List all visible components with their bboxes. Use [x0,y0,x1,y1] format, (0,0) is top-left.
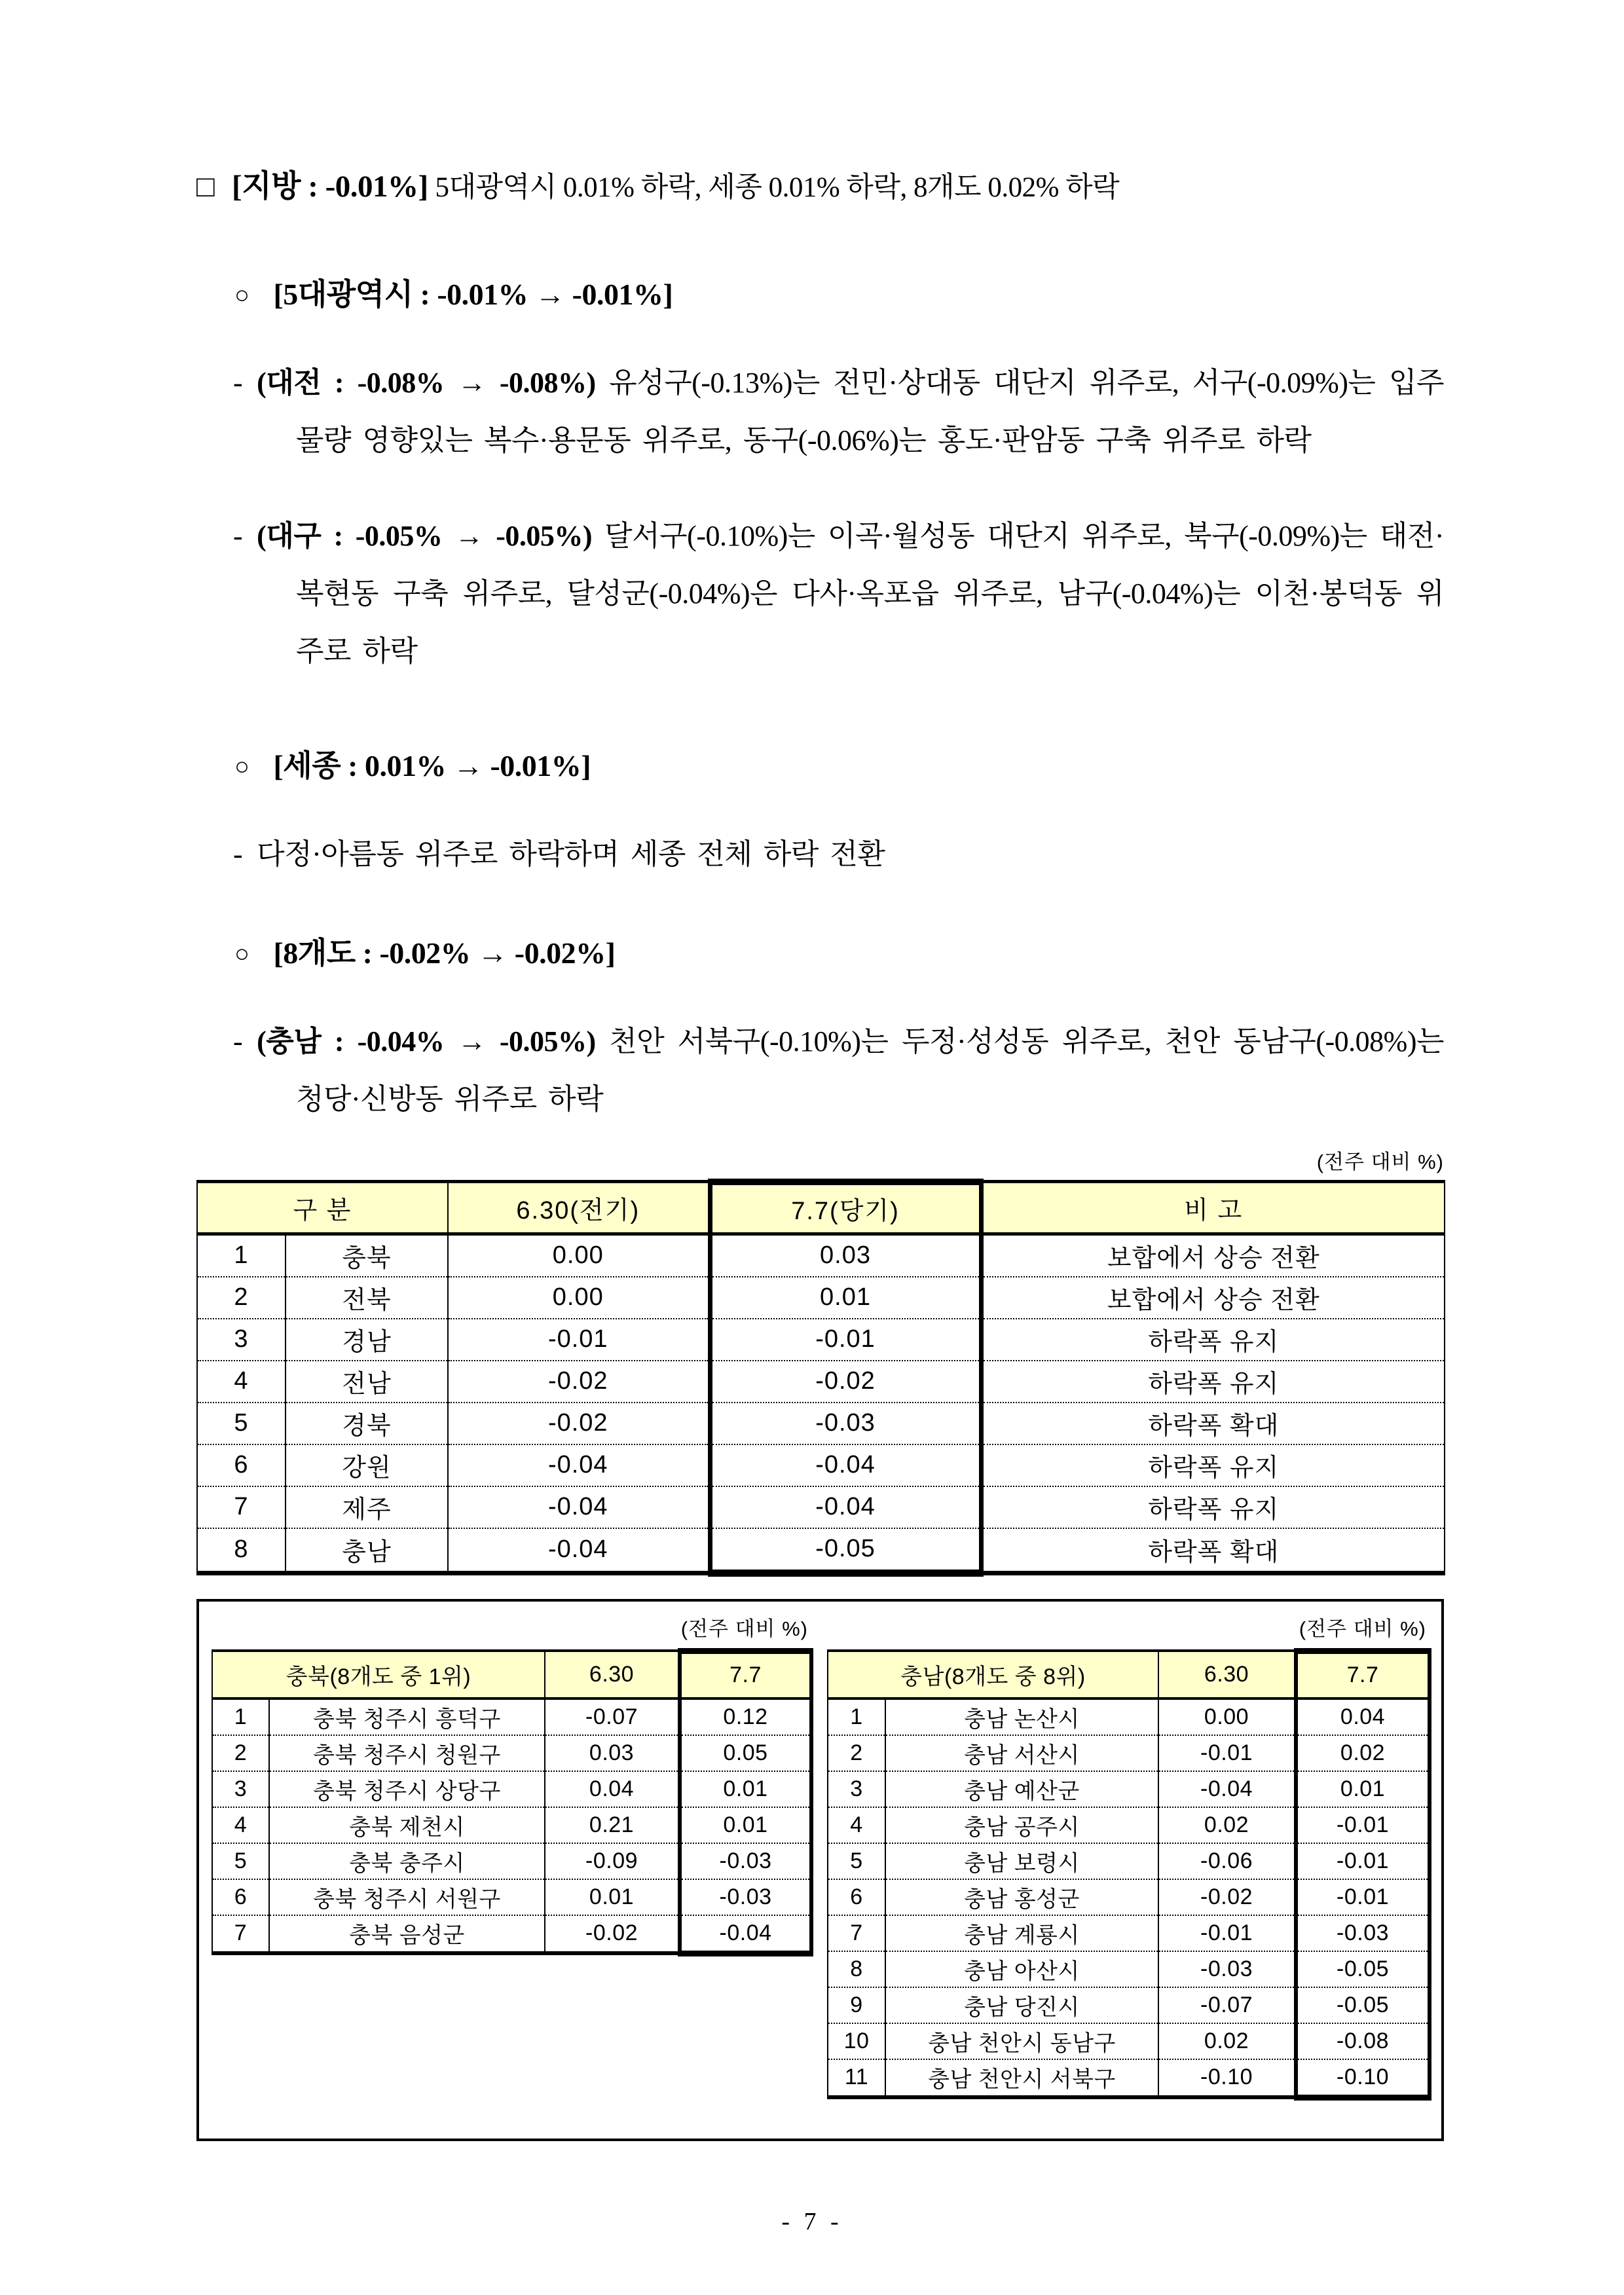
row-name: 충북 청주시 상당구 [269,1771,545,1807]
row-name: 충남 예산군 [885,1771,1158,1807]
row-prev: -0.02 [448,1361,710,1403]
row-prev: -0.04 [448,1444,710,1486]
row-curr: -0.01 [1296,1843,1430,1879]
table-row [828,1879,1430,1915]
row-curr: -0.01 [710,1319,981,1361]
table-row [212,1807,811,1843]
col-header-prev: 6.30 [1158,1651,1296,1698]
row-name: 충북 제천시 [269,1807,545,1843]
table-row [212,1735,811,1771]
row-prev: -0.01 [1158,1915,1296,1951]
row-name: 충남 서산시 [885,1735,1158,1771]
row-prev: -0.07 [1158,1987,1296,2023]
row-prev: -0.04 [448,1486,710,1528]
row-no: 1 [212,1698,269,1735]
row-no: 1 [197,1234,286,1277]
col-header-title: 충북(8개도 중 1위) [212,1651,545,1698]
table-row [197,1319,1445,1361]
row-remark: 하락폭 확대 [981,1403,1445,1444]
row-prev: -0.02 [448,1403,710,1444]
row-curr: -0.04 [710,1486,981,1528]
row-prev: -0.02 [1158,1879,1296,1915]
table-row [212,1915,811,1954]
table-row [828,1698,1430,1735]
row-prev: 0.01 [545,1879,680,1915]
circle-bullet-icon: ○ [234,940,249,968]
row-name: 충남 공주시 [885,1807,1158,1843]
row-curr: -0.01 [1296,1879,1430,1915]
row-prev: 0.00 [1158,1698,1296,1735]
col-header-prev: 6.30(전기) [448,1182,710,1234]
para-sejong-body: 다정·아름동 위주로 하락하며 세종 전체 하락 전환 [257,837,885,870]
row-no: 10 [828,2023,885,2059]
row-prev: -0.01 [448,1319,710,1361]
row-name: 충남 아산시 [885,1951,1158,1987]
table-row [828,1915,1430,1951]
row-no: 7 [197,1486,286,1528]
row-curr: 0.02 [1296,1735,1430,1771]
table-row [828,1771,1430,1807]
table-row [197,1528,1445,1573]
table-row [212,1698,811,1735]
regional-tables-box [196,1599,1444,2141]
col-header-title: 충남(8개도 중 8위) [828,1651,1158,1698]
row-no: 6 [197,1444,286,1486]
para-chungnam [196,1013,1444,1128]
row-curr: -0.04 [680,1915,811,1954]
row-no: 1 [828,1698,885,1735]
row-curr: -0.04 [710,1444,981,1486]
col-header-curr: 7.7 [680,1651,811,1698]
row-name: 충남 천안시 서북구 [885,2059,1158,2098]
row-no: 8 [828,1951,885,1987]
row-prev: 0.04 [545,1771,680,1807]
row-name: 충북 청주시 서원구 [269,1879,545,1915]
heading-jibang [196,164,1444,210]
row-prev: 0.21 [545,1807,680,1843]
circle-bullet-icon: ○ [234,281,249,309]
main-table [196,1179,1445,1577]
heading-label: [지방 : -0.01%] [232,170,428,204]
row-name: 제주 [286,1486,448,1528]
section-head-provinces [196,929,1444,972]
table-row [212,1843,811,1879]
row-no: 6 [828,1879,885,1915]
row-curr: 0.01 [680,1807,811,1843]
row-prev: -0.04 [1158,1771,1296,1807]
chungbuk-column [212,1602,811,1956]
para-daegu-body: 달서구(-0.10%)는 이곡·월성동 대단지 위주로, 북구(-0.09%)는 태전·복현동 구축 위주로, 달성군(-0.04%)은 다사·옥포읍 위주로, 남구(-0.04%)는 이천·봉덕동 위주로 하락 [296,519,1444,667]
table-row [197,1277,1445,1319]
table-row [197,1361,1445,1403]
row-no: 3 [828,1771,885,1807]
row-curr: -0.03 [1296,1915,1430,1951]
col-header-prev: 6.30 [545,1651,680,1698]
row-name: 충남 당진시 [885,1987,1158,2023]
col-header-curr: 7.7(당기) [710,1182,981,1234]
row-name: 충북 청주시 청원구 [269,1735,545,1771]
row-name: 경북 [286,1403,448,1444]
row-no: 2 [212,1735,269,1771]
dash-bullet-icon: - [233,837,243,870]
table-row [828,2023,1430,2059]
row-prev: 0.03 [545,1735,680,1771]
row-name: 강원 [286,1444,448,1486]
para-chungnam-lead: (충남 : -0.04% → -0.05%) [257,1025,596,1057]
chungbuk-table [212,1648,813,1956]
table-row [828,1843,1430,1879]
col-header-category: 구 분 [197,1182,448,1234]
row-name: 충북 음성군 [269,1915,545,1954]
table-row [828,1951,1430,1987]
row-prev: -0.09 [545,1843,680,1879]
row-remark: 하락폭 유지 [981,1444,1445,1486]
row-name: 충남 보령시 [885,1843,1158,1879]
row-curr: 0.01 [1296,1771,1430,1807]
unit-note: (전주 대비 %) [1299,1617,1426,1640]
row-name: 충남 홍성군 [885,1879,1158,1915]
section-head-metro [196,270,1444,314]
row-remark: 하락폭 유지 [981,1486,1445,1528]
row-prev: -0.10 [1158,2059,1296,2098]
row-prev: -0.01 [1158,1735,1296,1771]
row-no: 2 [197,1277,286,1319]
row-no: 4 [197,1361,286,1403]
row-no: 11 [828,2059,885,2098]
row-no: 5 [212,1843,269,1879]
table-row [212,1879,811,1915]
row-prev: -0.03 [1158,1951,1296,1987]
row-curr: 0.01 [710,1277,981,1319]
row-no: 7 [212,1915,269,1954]
row-name: 충북 청주시 흥덕구 [269,1698,545,1735]
row-prev: 0.00 [448,1277,710,1319]
row-remark: 하락폭 유지 [981,1319,1445,1361]
row-curr: 0.04 [1296,1698,1430,1735]
row-no: 6 [212,1879,269,1915]
row-name: 충남 논산시 [885,1698,1158,1735]
row-prev: 0.02 [1158,2023,1296,2059]
para-chungnam-body: 천안 서북구(-0.10%)는 두정·성성동 위주로, 천안 동남구(-0.08%)는 청당·신방동 위주로 하락 [296,1025,1444,1115]
row-no: 2 [828,1735,885,1771]
para-daegu [196,507,1444,680]
main-table-header-row [197,1182,1445,1234]
row-curr: -0.02 [710,1361,981,1403]
row-prev: 0.00 [448,1234,710,1277]
dash-bullet-icon: - [233,1025,243,1057]
chungnam-column [827,1602,1429,2101]
row-no: 4 [212,1807,269,1843]
row-no: 5 [828,1843,885,1879]
row-remark: 하락폭 확대 [981,1528,1445,1573]
col-header-curr: 7.7 [1296,1651,1430,1698]
para-sejong [196,826,1444,883]
table-row [828,1735,1430,1771]
page-number: - 7 - [781,2208,843,2235]
section-head-metro-label: [5대광역시 : -0.01% → -0.01%] [273,277,673,311]
table-row [212,1771,811,1807]
row-no: 4 [828,1807,885,1843]
para-daejeon-lead: (대전 : -0.08% → -0.08%) [257,366,596,399]
row-curr: -0.05 [1296,1987,1430,2023]
chungbuk-header-row [212,1651,811,1698]
row-no: 7 [828,1915,885,1951]
row-curr: -0.10 [1296,2059,1430,2098]
table-row [197,1403,1445,1444]
row-curr: 0.03 [710,1234,981,1277]
row-curr: 0.01 [680,1771,811,1807]
table-row [197,1486,1445,1528]
row-name: 전남 [286,1361,448,1403]
row-prev: -0.02 [545,1915,680,1954]
table-row [828,1987,1430,2023]
row-name: 충북 [286,1234,448,1277]
row-curr: -0.03 [680,1843,811,1879]
row-curr: -0.03 [710,1403,981,1444]
row-curr: -0.01 [1296,1807,1430,1843]
row-name: 충북 충주시 [269,1843,545,1879]
row-curr: -0.05 [710,1528,981,1573]
table-row [197,1234,1445,1277]
row-name: 충남 천안시 동남구 [885,2023,1158,2059]
section-head-sejong [196,742,1444,785]
col-header-remark: 비 고 [981,1182,1445,1234]
row-prev: -0.07 [545,1698,680,1735]
row-prev: 0.02 [1158,1807,1296,1843]
row-name: 충남 [286,1528,448,1573]
square-bullet-icon: □ [196,170,215,203]
dash-bullet-icon: - [233,519,243,552]
chungnam-table [827,1648,1431,2101]
row-remark: 보합에서 상승 전환 [981,1234,1445,1277]
table-row [828,1807,1430,1843]
row-prev: -0.04 [448,1528,710,1573]
row-prev: -0.06 [1158,1843,1296,1879]
chungnam-header-row [828,1651,1430,1698]
circle-bullet-icon: ○ [234,752,249,780]
row-name: 전북 [286,1277,448,1319]
row-curr: -0.08 [1296,2023,1430,2059]
row-remark: 보합에서 상승 전환 [981,1277,1445,1319]
dash-bullet-icon: - [233,366,243,399]
heading-summary: 5대광역시 0.01% 하락, 세종 0.01% 하락, 8개도 0.02% 하락 [435,172,1120,203]
table-row [197,1444,1445,1486]
unit-note: (전주 대비 %) [680,1617,808,1640]
row-no: 3 [197,1319,286,1361]
row-remark: 하락폭 유지 [981,1361,1445,1403]
row-no: 8 [197,1528,286,1573]
row-curr: 0.05 [680,1735,811,1771]
row-curr: -0.03 [680,1879,811,1915]
row-no: 5 [197,1403,286,1444]
row-name: 경남 [286,1319,448,1361]
section-head-provinces-label: [8개도 : -0.02% → -0.02%] [273,936,616,970]
para-daegu-lead: (대구 : -0.05% → -0.05%) [257,519,593,552]
para-daejeon [196,354,1444,469]
row-no: 9 [828,1987,885,2023]
row-no: 3 [212,1771,269,1807]
table-row [828,2059,1430,2098]
row-curr: 0.12 [680,1698,811,1735]
para-daejeon-body: 유성구(-0.13%)는 전민·상대동 대단지 위주로, 서구(-0.09%)는 입주물량 영향있는 복수·용문동 위주로, 동구(-0.06%)는 홍도·판암동 구축 위주로 하락 [296,366,1444,456]
unit-note: (전주 대비 %) [1316,1150,1444,1173]
row-curr: -0.05 [1296,1951,1430,1987]
row-name: 충남 계룡시 [885,1915,1158,1951]
section-head-sejong-label: [세종 : 0.01% → -0.01%] [273,748,591,782]
